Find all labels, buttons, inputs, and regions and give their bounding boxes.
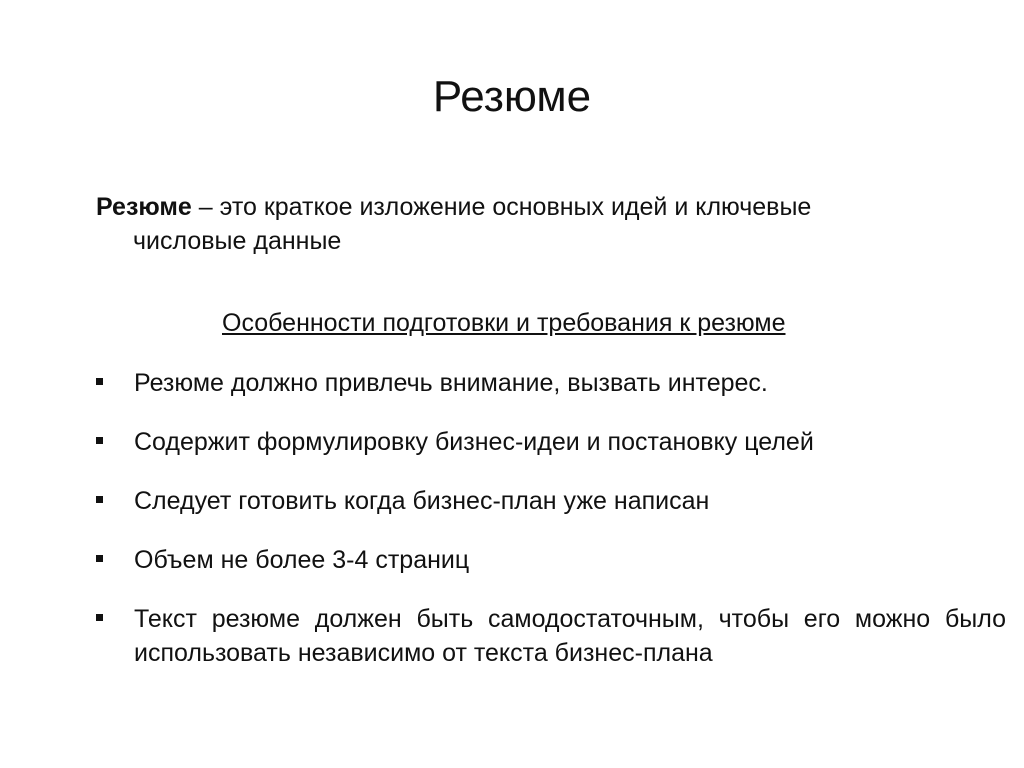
definition-paragraph xyxy=(96,190,946,258)
list-item-text: Текст резюме должен быть самодостаточным, чтобы его можно было использовать независимо от текста бизнес-плана xyxy=(134,605,1006,667)
list-item xyxy=(96,543,1006,577)
definition-text-line2: числовые данные xyxy=(133,227,342,255)
list-item-text: Следует готовить когда бизнес-план уже написан xyxy=(134,487,710,515)
definition-term: Резюме xyxy=(96,193,192,221)
square-bullet-icon xyxy=(96,555,103,562)
square-bullet-icon xyxy=(96,437,103,444)
square-bullet-icon xyxy=(96,614,103,621)
list-item xyxy=(96,602,1006,670)
square-bullet-icon xyxy=(96,378,103,385)
list-item xyxy=(96,484,1006,518)
list-item xyxy=(96,366,1006,400)
list-item-text: Содержит формулировку бизнес-идеи и постановку целей xyxy=(134,428,814,456)
square-bullet-icon xyxy=(96,496,103,503)
list-item-text: Резюме должно привлечь внимание, вызвать интерес. xyxy=(134,369,768,397)
definition-text-line1: – это краткое изложение основных идей и ключевые xyxy=(191,193,812,221)
list-item xyxy=(96,425,1006,459)
slide-title: Резюме xyxy=(432,72,592,121)
bullet-list xyxy=(96,366,1006,695)
section-subheading: Особенности подготовки и требования к резюме xyxy=(222,309,786,337)
list-item-text: Объем не более 3-4 страниц xyxy=(134,546,470,574)
